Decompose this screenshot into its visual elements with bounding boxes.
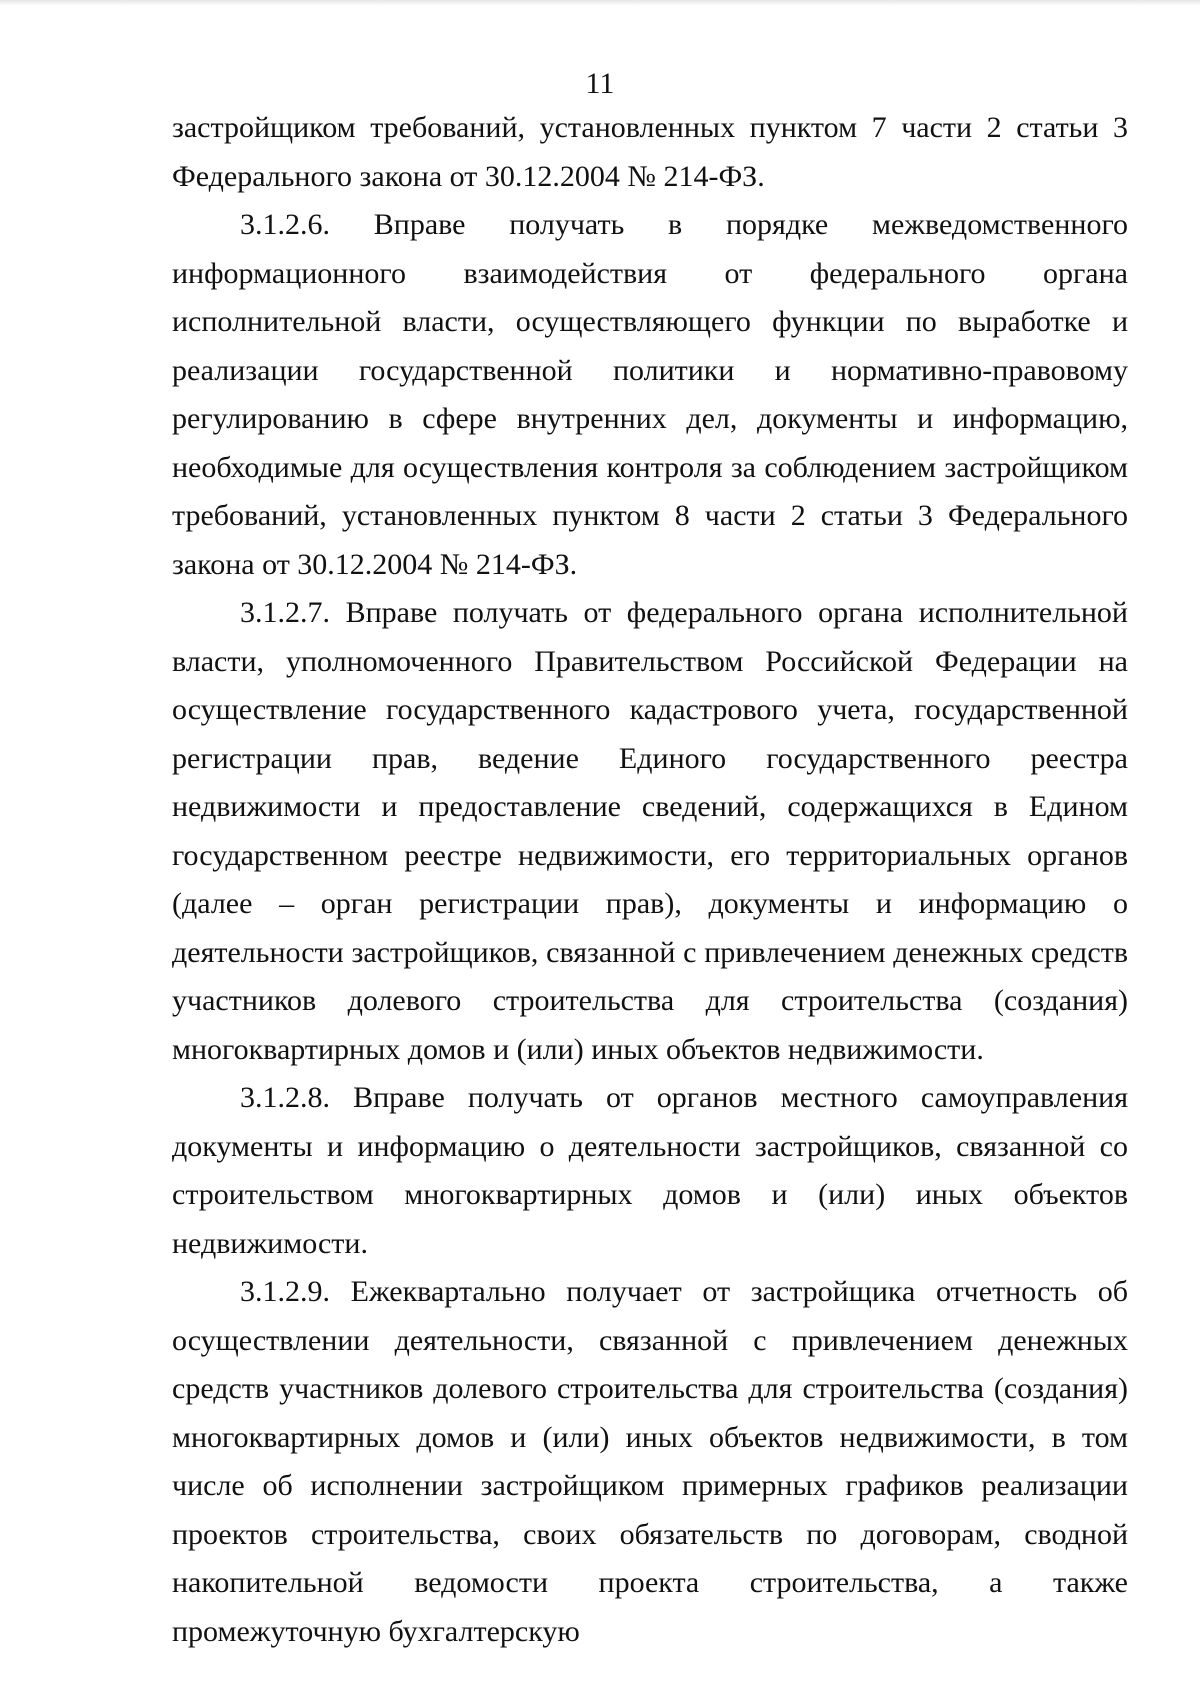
paragraph-continuation: застройщиком требований, установленных пунктом 7 части 2 статьи 3 Федерального закона от 30.12.2004 № 214-ФЗ. [172, 111, 1128, 193]
paragraph-3-1-2-8: 3.1.2.8. Вправе получать от органов местного самоуправления документы и информацию о деятельности застройщиков, связанной со строительством многоквартирных домов и (или) иных объектов недвижимости. [172, 1081, 1128, 1260]
paragraph-3-1-2-7: 3.1.2.7. Вправе получать от федерального органа исполнительной власти, уполномоченного Правительством Российской Федерации на осуществление государственного кадастрового учета, государственной регистрации прав, ведение Единого государственного реестра недвижимости и предоставление сведений, содержащихся в Едином государственном реестре недвижимости, его территориальных органов (далее – орган регистрации прав), документы и информацию о деятельности застройщиков, связанной с привлечением денежных средств участников долевого строительства для строительства (создания) многоквартирных домов и (или) иных объектов недвижимости. [172, 596, 1128, 1066]
paragraph-3-1-2-6: 3.1.2.6. Вправе получать в порядке межведомственного информационного взаимодействия от федерального органа исполнительной власти, осуществляющего функции по выработке и реализации государственной политики и нормативно-правовому регулированию в сфере внутренних дел, документы и информацию, необходимые для осуществления контроля за соблюдением застройщиком требований, установленных пунктом 8 части 2 статьи 3 Федерального закона от 30.12.2004 № 214-ФЗ. [172, 208, 1128, 581]
paragraph-3-1-2-9: 3.1.2.9. Ежеквартально получает от застройщика отчетность об осуществлении деятельности, связанной с привлечением денежных средств участников долевого строительства для строительства (создания) многоквартирных домов и (или) иных объектов недвижимости, в том числе об исполнении застройщиком примерных графиков реализации проектов строительства, своих обязательств по договорам, сводной накопительной ведомости проекта строительства, а также промежуточную бухгалтерскую [172, 1275, 1128, 1648]
page-body [172, 104, 1128, 1656]
scan-top-edge [0, 0, 1200, 6]
page-number: 11 [585, 67, 615, 100]
